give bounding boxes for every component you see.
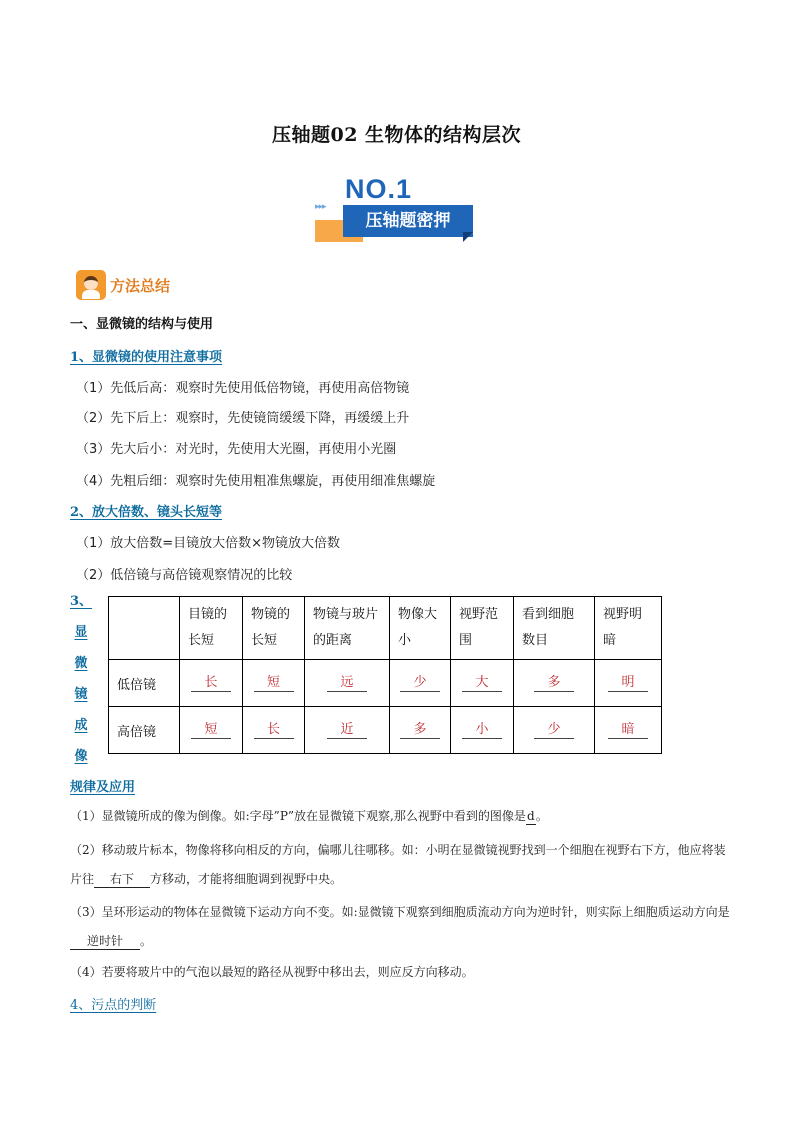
- row-label: 高倍镜: [109, 707, 180, 754]
- section-badge: [313, 174, 481, 248]
- table-cell: [390, 660, 451, 707]
- answer-value: 短: [191, 722, 231, 739]
- subsection-heading-1: 1、显微镜的使用注意事项: [70, 350, 223, 365]
- comparison-table: [108, 596, 662, 754]
- answer-blank: 逆时针: [70, 933, 140, 950]
- answer-blank: d: [527, 809, 535, 823]
- method-summary-label: 方法总结: [110, 277, 171, 295]
- answer-value: 长: [254, 722, 294, 739]
- list-item: （2）低倍镜与高倍镜观察情况的比较: [76, 568, 293, 583]
- rule-paragraph-4: （4）若要将玻片中的气泡以最短的路径从视野中移出去，则应反方向移动。: [70, 965, 474, 979]
- answer-value: 大: [462, 675, 502, 692]
- answer-value: 少: [534, 722, 574, 739]
- answer-value: 多: [534, 675, 574, 692]
- vertical-label: [70, 590, 92, 776]
- vertical-label-char: 成: [74, 718, 88, 733]
- table-header-cell: 视野明暗: [595, 597, 662, 660]
- answer-value: 明: [608, 675, 648, 692]
- page-title: 压轴题02 生物体的结构层次: [271, 124, 522, 146]
- list-item: （1）先低后高：观察时先使用低倍物镜，再使用高倍物镜: [76, 381, 410, 396]
- answer-value: 远: [327, 675, 367, 692]
- table-header-cell: 物镜与玻片的距离: [305, 597, 390, 660]
- answer-value: 小: [462, 722, 502, 739]
- vertical-label-char: 显: [74, 625, 88, 640]
- table-header-cell: 物像大小: [390, 597, 451, 660]
- table-cell: [180, 707, 243, 754]
- vertical-label-char: 微: [74, 656, 88, 671]
- table-cell: [243, 707, 305, 754]
- table-cell: [595, 707, 662, 754]
- answer-blank: 右下: [94, 871, 150, 888]
- answer-value: 多: [400, 722, 440, 739]
- paragraph-text: （1）显微镜所成的像为倒像。如:字母”P”放在显微镜下观察,那么视野中看到的图像是: [70, 809, 526, 823]
- rules-heading: 规律及应用: [70, 780, 136, 795]
- table-header-cell: 物镜的长短: [243, 597, 305, 660]
- table-cell: [390, 707, 451, 754]
- table-cell: [514, 707, 595, 754]
- list-item: （1）放大倍数=目镜放大倍数×物镜放大倍数: [76, 536, 341, 551]
- vertical-label-char: 镜: [74, 687, 88, 702]
- table-cell: [305, 660, 390, 707]
- badge-label: 压轴题密押: [365, 211, 451, 231]
- table-cell: [305, 707, 390, 754]
- answer-value: 暗: [608, 722, 648, 739]
- table-header-cell: 目镜的长短: [180, 597, 243, 660]
- vertical-label-char: 3、: [70, 594, 93, 609]
- table-header-cell: 看到细胞数目: [514, 597, 595, 660]
- table-cell: [595, 660, 662, 707]
- table-row: [109, 660, 662, 707]
- paragraph-text: （3）呈环形运动的物体在显微镜下运动方向不变。如:显微镜下观察到细胞质流动方向为逆时针，则实际上细胞质运动方向是: [70, 905, 730, 919]
- section-heading: 一、显微镜的结构与使用: [70, 317, 214, 332]
- paragraph-text: 方移动，才能将细胞调到视野中央。: [150, 872, 343, 886]
- answer-value: 少: [400, 675, 440, 692]
- subsection-heading-2: 2、放大倍数、镜头长短等: [70, 505, 223, 520]
- table-header-row: [109, 597, 662, 660]
- teacher-avatar-icon: [76, 270, 106, 300]
- list-item: （2）先下后上：观察时，先使镜筒缓缓下降，再缓缓上升: [76, 411, 410, 426]
- paragraph-text: （2）移动玻片标本，物像将移向相反的方向，偏哪儿往哪移。如：小明在显微镜视野找到一个细胞在视野右下方，他应将装片往: [70, 843, 726, 886]
- answer-value: 近: [327, 722, 367, 739]
- table-cell: [451, 707, 514, 754]
- rule-paragraph-2: [70, 836, 730, 894]
- answer-value: 短: [254, 675, 294, 692]
- chevron-arrows-icon: ▸▸▸: [315, 202, 326, 212]
- rule-paragraph-3: [70, 898, 730, 956]
- table-cell: [451, 660, 514, 707]
- table-row: [109, 707, 662, 754]
- paragraph-text: 。: [140, 934, 153, 948]
- list-item: （3）先大后小：对光时，先使用大光圈，再使用小光圈: [76, 442, 397, 457]
- badge-number: NO.1: [345, 174, 413, 204]
- list-item: （4）先粗后细：观察时先使用粗准焦螺旋，再使用细准焦螺旋: [76, 474, 436, 489]
- row-label: 低倍镜: [109, 660, 180, 707]
- table-cell: [243, 660, 305, 707]
- table-cell: [180, 660, 243, 707]
- subsection-heading-4: 4、污点的判断: [70, 998, 157, 1013]
- rule-paragraph-1: [70, 802, 730, 831]
- table-header-cell: 视野范围: [451, 597, 514, 660]
- answer-value: 长: [191, 675, 231, 692]
- table-header-cell: [109, 597, 180, 660]
- table-cell: [514, 660, 595, 707]
- paragraph-text: 。: [535, 809, 548, 823]
- vertical-label-char: 像: [74, 749, 88, 764]
